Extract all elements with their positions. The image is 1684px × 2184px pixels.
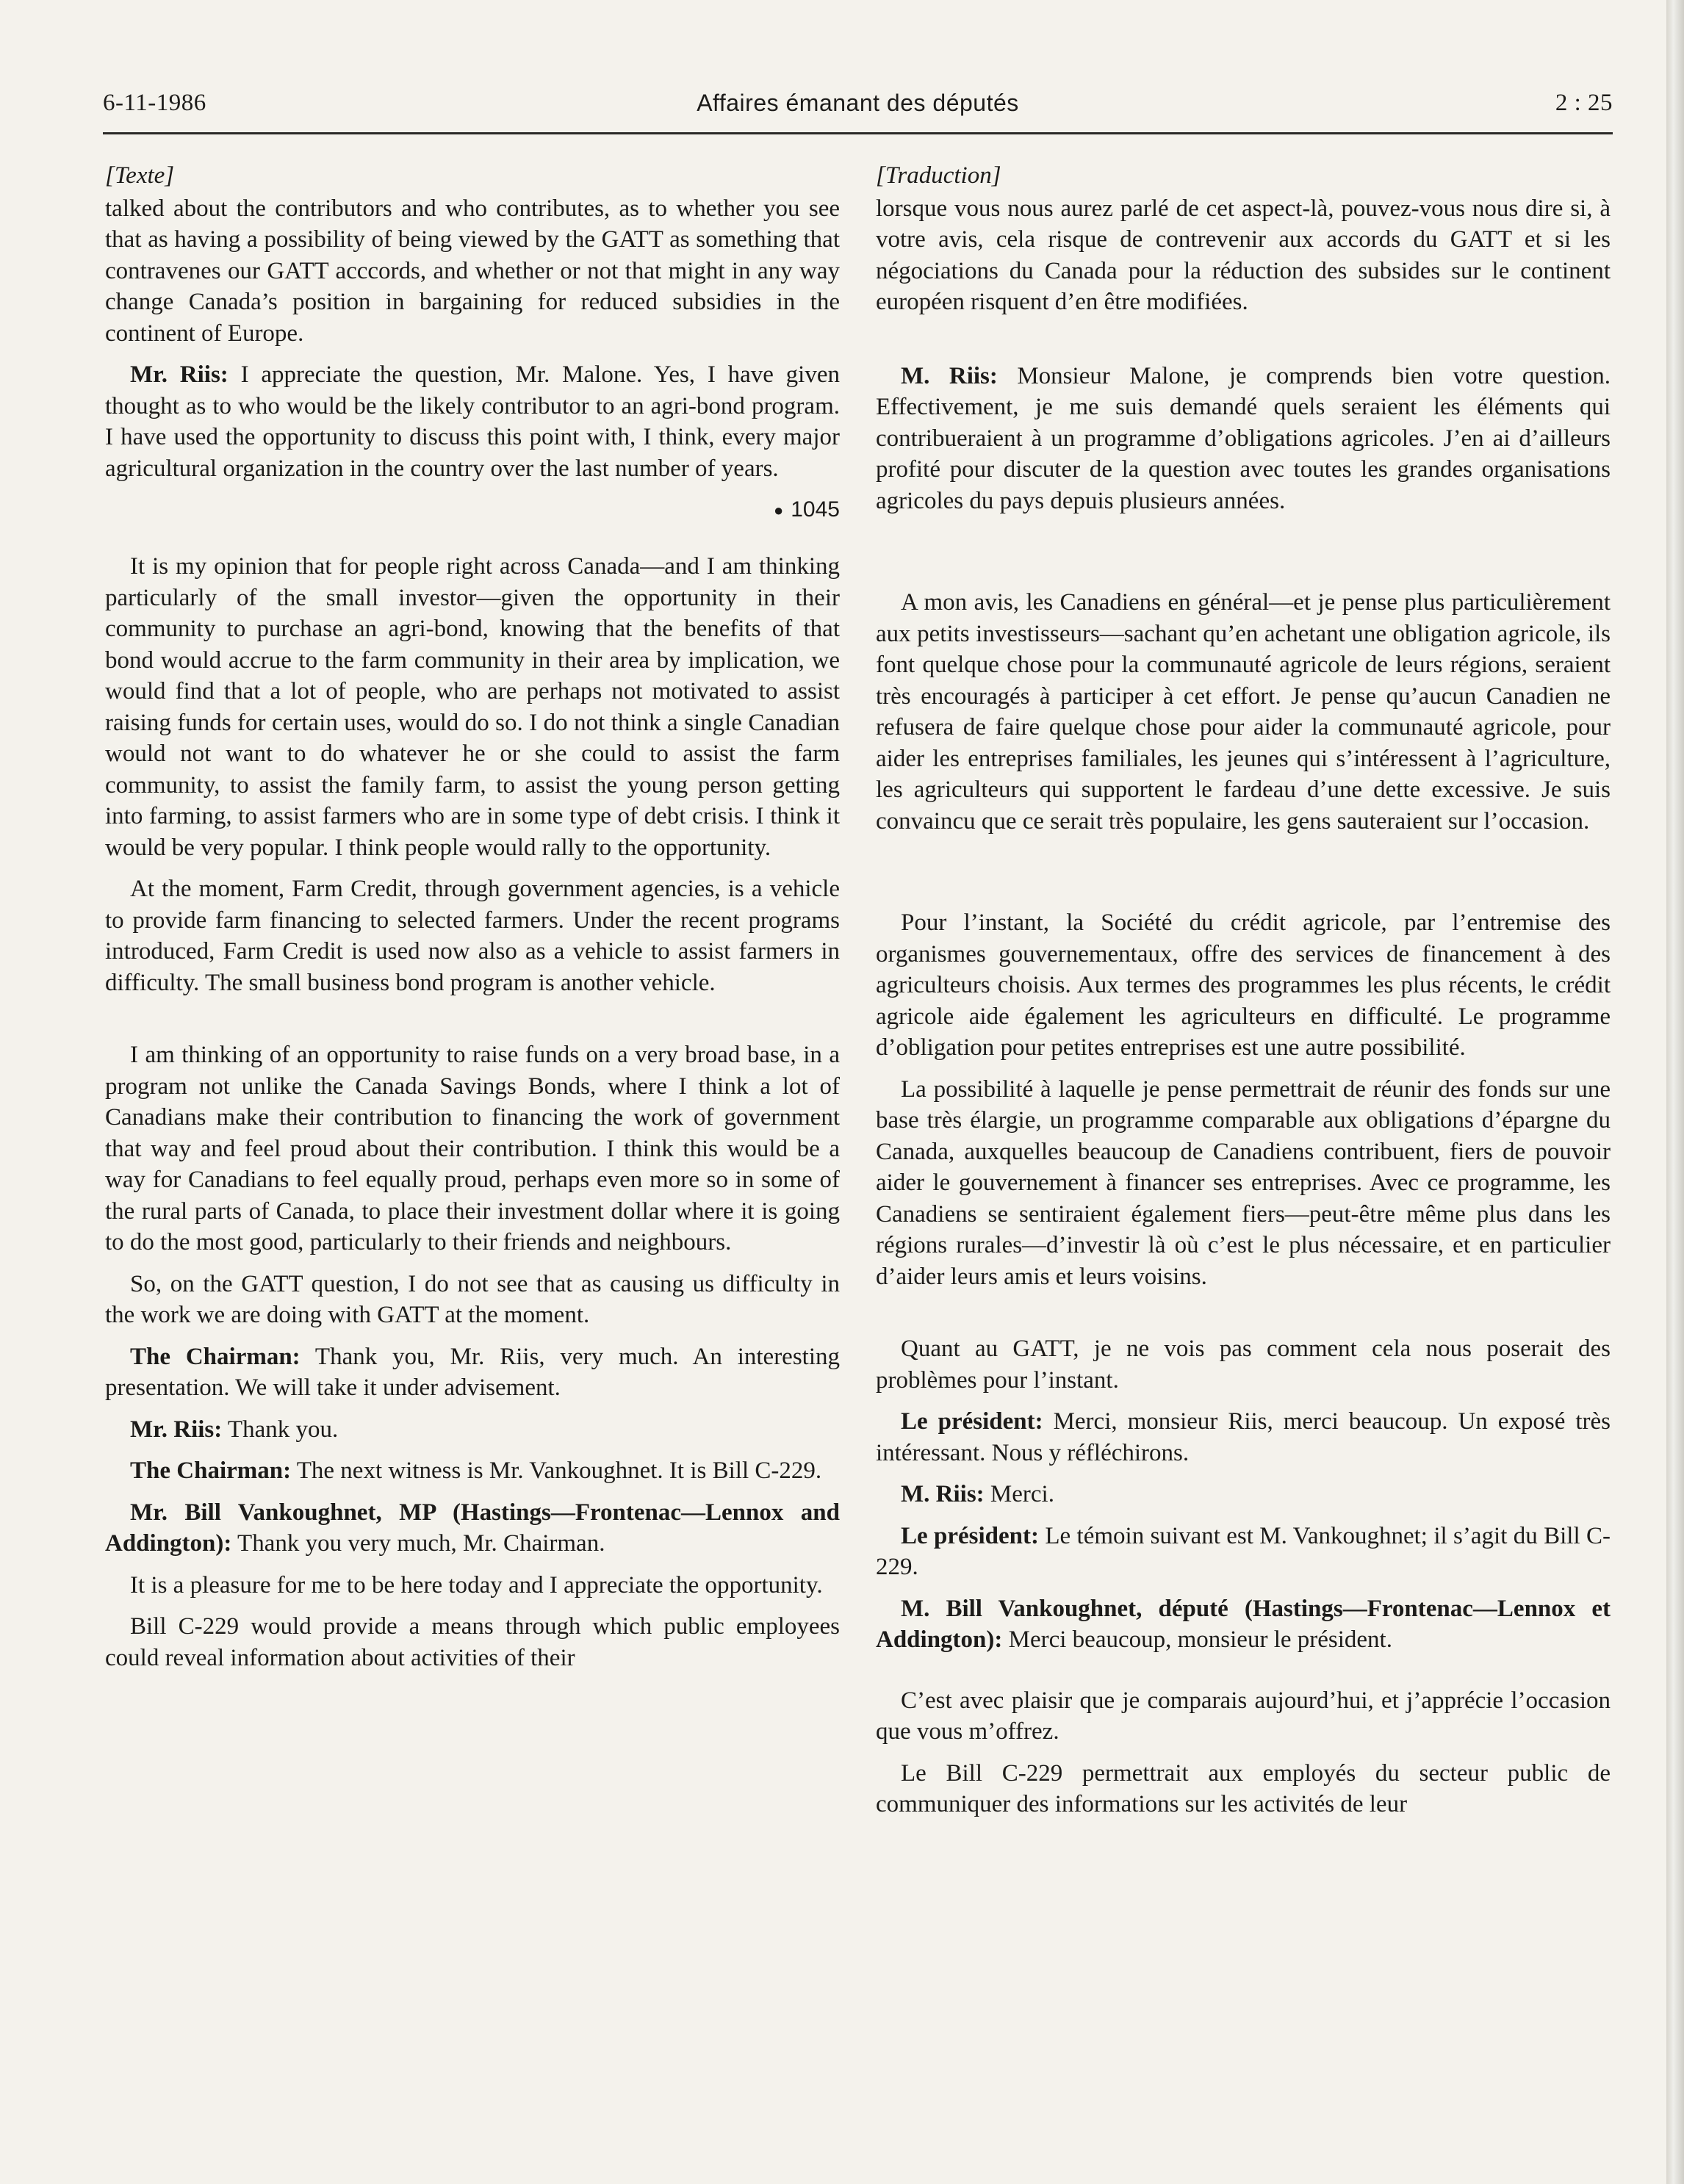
time-marker-value: 1045 [791, 497, 840, 522]
time-marker [105, 494, 840, 526]
speaker-name: Le président: [901, 1408, 1043, 1435]
speaker-paragraph [105, 1414, 840, 1446]
speaker-paragraph [876, 1406, 1611, 1468]
speaker-name: M. Riis: [901, 362, 998, 389]
paragraph: lorsque vous nous aurez parlé de cet aspect-là, pouvez-vous nous dire si, à votre avis, cela risque de contrevenir aux accords du GATT et si les négociations du Canada pour la réduction des subsides sur le continent européen risquent d’en être modifiées. [876, 195, 1611, 315]
speech-text: Merci beaucoup, monsieur le président. [1002, 1626, 1392, 1653]
speaker-name: M. Bill Vankoughnet, député (Hastings—Frontenac—Lennox et Addington): [876, 1595, 1611, 1653]
speaker-paragraph [876, 1593, 1611, 1656]
paragraph: It is a pleasure for me to be here today and I appreciate the opportunity. [130, 1571, 823, 1599]
running-head [103, 87, 1613, 134]
paragraph: C’est avec plaisir que je comparais aujourd’hui, et j’apprécie l’occasion que vous m’offrez. [876, 1687, 1611, 1745]
speaker-name: Mr. Riis: [130, 1416, 223, 1443]
header-title: Affaires émanant des députés [697, 90, 1019, 116]
speaker-paragraph [105, 1455, 840, 1487]
paragraph: Pour l’instant, la Société du crédit agricole, par l’entremise des organismes gouvernementaux, offre des services de financement à des agriculteurs choisis. Aux termes des programmes les plus récents, le crédit agricole aide également les agriculteurs en difficulté. Le programme d’obligation pour petites entreprises est une autre possibilité. [876, 909, 1611, 1061]
speaker-name: M. Riis: [901, 1481, 985, 1507]
speaker-paragraph [876, 1479, 1611, 1510]
speaker-paragraph [876, 361, 1611, 517]
column-label-texte: [Texte] [105, 162, 175, 189]
speaker-paragraph [105, 359, 840, 484]
paragraph: At the moment, Farm Credit, through government agencies, is a vehicle to provide farm financing to selected farmers. Under the recent programs introduced, Farm Credit is used now also as a vehicle to assist farmers in difficulty. The small business bond program is another vehicle. [105, 876, 840, 996]
paragraph: Quant au GATT, je ne vois pas comment cela nous poserait des problèmes pour l’instant. [876, 1336, 1611, 1394]
left-column [105, 160, 840, 1673]
page-edge [1666, 0, 1684, 2184]
speaker-name: The Chairman: [130, 1457, 292, 1485]
paragraph: Le Bill C-229 permettrait aux employés du secteur public de communiquer des informations sur les activités de leur [876, 1759, 1611, 1817]
paragraph: So, on the GATT question, I do not see that as causing us difficulty in the work we are doing with GATT at the moment. [105, 1270, 840, 1329]
speaker-paragraph [876, 1521, 1611, 1583]
speaker-name: The Chairman: [130, 1343, 301, 1370]
paragraph: I am thinking of an opportunity to raise funds on a very broad base, in a program not unlike the Canada Savings Bonds, where I think a lot of Canadians make their contribution to financing the work of government that way and feel proud about their contribution. I think this would be a way for Canadians to feel equally proud, perhaps even more so in some of the rural parts of Canada, to place their investment dollar where it is going to do the most good, particularly to their friends and neighbours. [105, 1042, 840, 1256]
header-page-number: 2 : 25 [1555, 90, 1613, 116]
speech-text: Merci. [984, 1481, 1054, 1507]
speaker-name: Le président: [901, 1522, 1040, 1549]
speaker-name: Mr. Riis: [130, 361, 229, 388]
bullet-icon: ● [773, 500, 784, 519]
header-date: 6-11-1986 [103, 90, 206, 116]
paragraph: A mon avis, les Canadiens en général—et je pense plus particulièrement aux petits investisseurs—sachant qu’en achetant une obligation agricole, ils font quelque chose pour la communauté agricole de leurs régions, seraient très encouragés à participer à cet effort. Je pense qu’aucun Canadien ne refusera de faire quelque chose pour aider la communauté agricole, pour aider les entreprises familiales, les jeunes qui s’intéressent à l’agriculture, les agriculteurs qui supportent le fardeau d’une dette excessive. Je suis convaincu que ce serait très populaire, les gens sauteraient sur l’occasion. [876, 589, 1611, 835]
column-label-traduction: [Traduction] [876, 162, 1001, 189]
speaker-paragraph [105, 1497, 840, 1560]
speech-text: Le témoin suivant est M. Vankoughnet; il s’agit du Bill C-229. [876, 1522, 1611, 1580]
speaker-paragraph [105, 1341, 840, 1404]
speech-text: I appreciate the question, Mr. Malone. Yes, I have given thought as to who would be the likely contributor to an agri-bond program. I have used the opportunity to discuss this point with, I think, every major agricultural organization in the country over the last number of years. [105, 361, 840, 482]
speech-text: Thank you very much, Mr. Chairman. [231, 1530, 605, 1557]
speech-text: Merci, monsieur Riis, merci beaucoup. Un exposé très intéressant. Nous y réfléchirons. [876, 1408, 1611, 1466]
paragraph: Bill C-229 would provide a means through which public employees could reveal information about activities of their [105, 1613, 840, 1671]
speech-text: The next witness is Mr. Vankoughnet. It is Bill C-229. [291, 1457, 822, 1485]
speech-text: Thank you, Mr. Riis, very much. An interesting presentation. We will take it under advisement. [105, 1343, 841, 1402]
paragraph: It is my opinion that for people right across Canada—and I am thinking particularly of the small investor—given the opportunity in their community to purchase an agri-bond, knowing that the benefits of that bond would accrue to the farm community in their area by implication, we would find that a lot of people, who are perhaps not motivated to assist raising funds for certain uses, would do so. I do not think a single Canadian would not want to do whatever he or she could to assist the farm community, to assist the family farm, to assist the young person getting into farming, to assist farmers who are in some type of debt crisis. I think it would be very popular. I think people would rally to the opportunity. [105, 553, 840, 861]
speaker-name: Mr. Bill Vankoughnet, MP (Hastings—Frontenac—Lennox and Addington): [105, 1499, 840, 1557]
right-column [876, 160, 1611, 1820]
paragraph: talked about the contributors and who contributes, as to whether you see that as having a possibility of being viewed by the GATT as something that contravenes our GATT acccords, and whether or not that might in any way change Canada’s position in bargaining for reduced subsidies in the continent of Europe. [105, 195, 840, 347]
speech-text: Thank you. [222, 1416, 339, 1443]
paragraph: La possibilité à laquelle je pense permettrait de réunir des fonds sur une base très élargie, un programme comparable aux obligations d’épargne du Canada, auxquelles beaucoup de Canadiens contribuent, fiers de pouvoir aider le gouvernement à financer ses entreprises. Avec ce programme, les Canadiens se sentiraient également fiers—peut-être même plus dans les régions rurales—d’investir là où c’est le plus nécessaire, et en particulier d’aider leurs amis et leurs voisins. [876, 1075, 1611, 1290]
speech-text: Monsieur Malone, je comprends bien votre question. Effectivement, je me suis demandé quels seraient les éléments qui contribueraient à un programme d’obligations agricoles. J’en ai d’ailleurs profité pour discuter de la question avec toutes les grandes organisations agricoles du pays depuis plusieurs années. [876, 362, 1611, 514]
